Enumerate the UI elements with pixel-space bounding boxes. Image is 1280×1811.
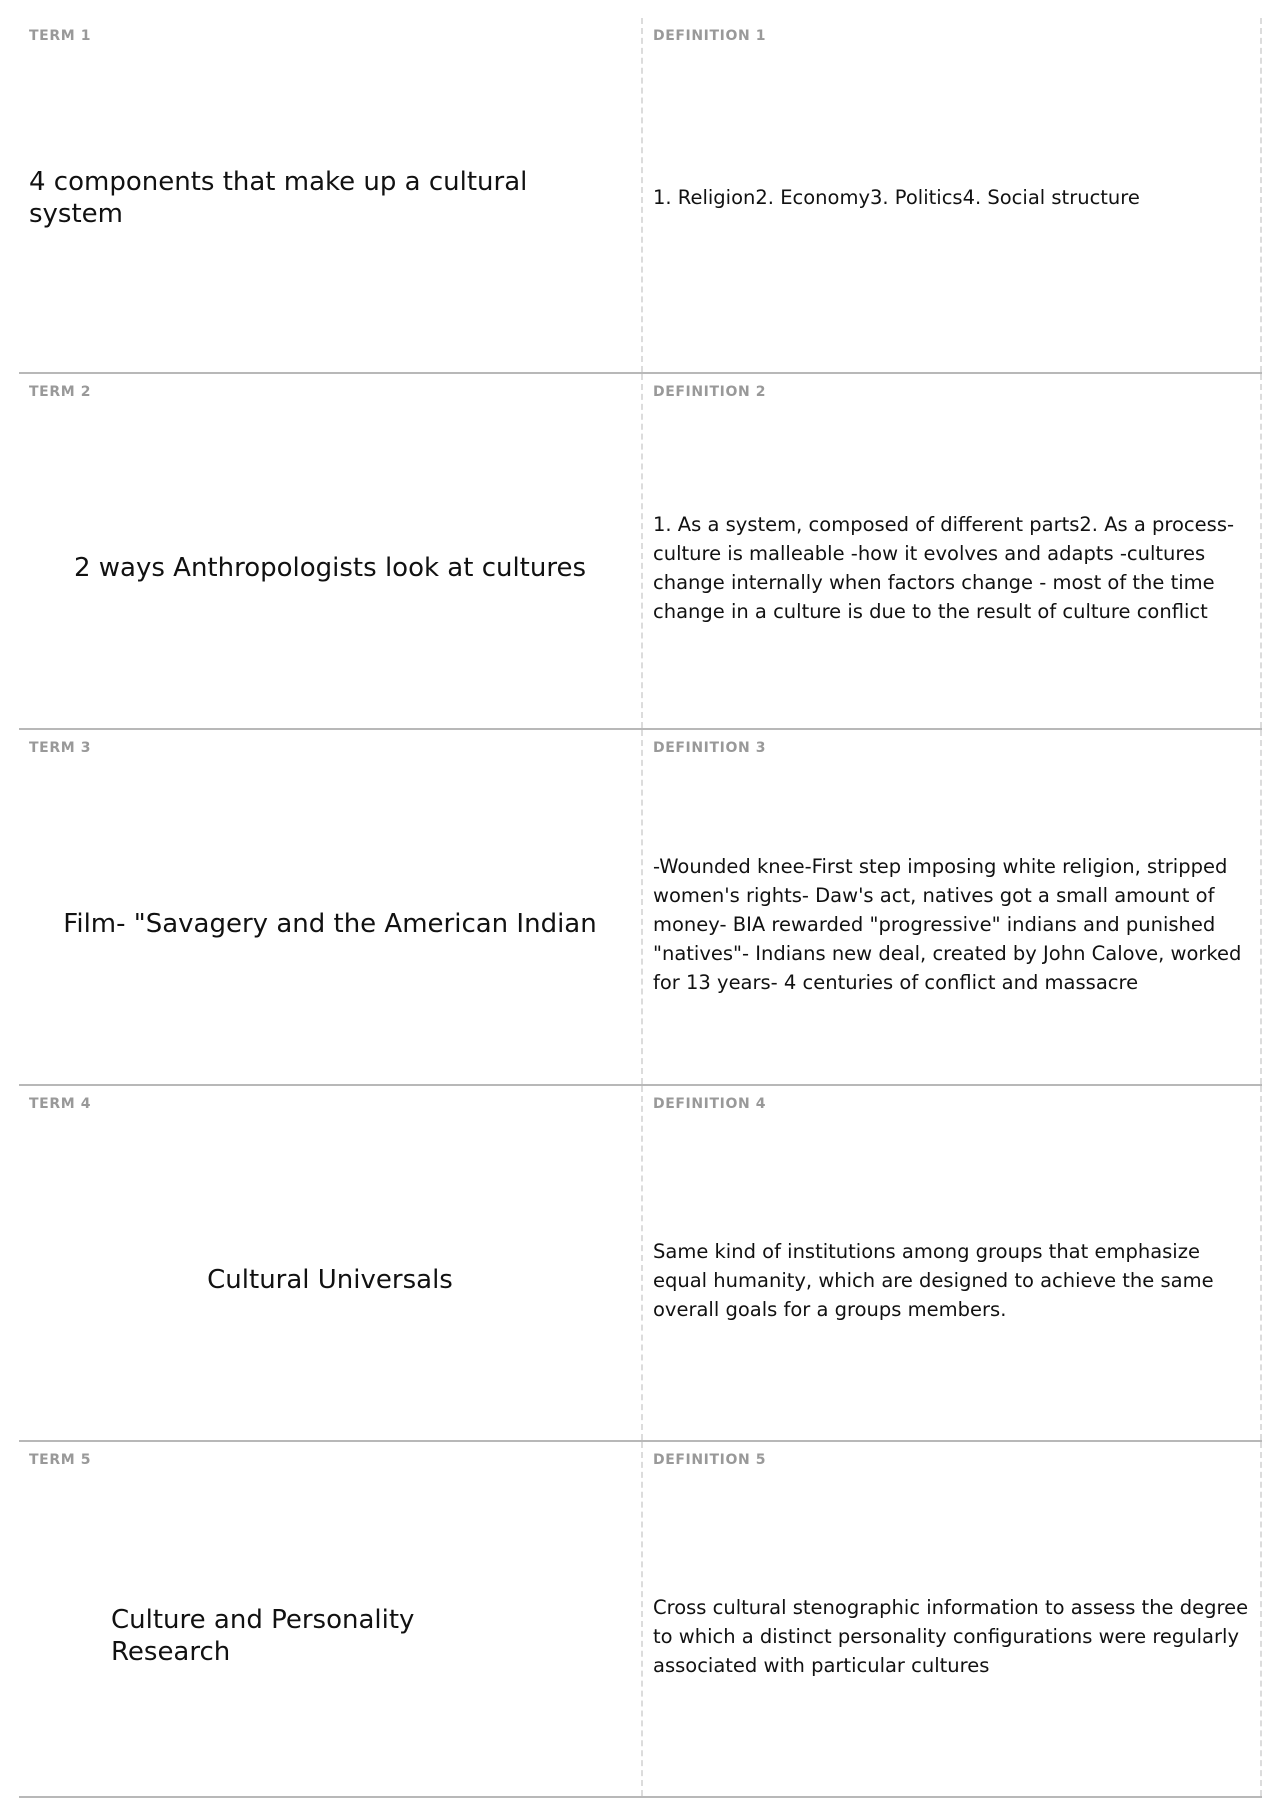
term-cell: [19, 374, 641, 728]
definition-label: DEFINITION 5: [653, 1452, 767, 1468]
definition-text: Same kind of institutions among groups that emphasize equal humanity, which are designed to achieve the same overall goals for a groups members.: [653, 1239, 1214, 1321]
definition-body: [653, 764, 1250, 1084]
term-cell: [19, 18, 641, 372]
card-edge-divider: [1260, 374, 1262, 728]
term-text: 4 components that make up a cultural system: [29, 166, 528, 229]
flashcard-row: [19, 18, 1262, 374]
term-text: Film- "Savagery and the American Indian: [63, 909, 597, 939]
term-cell: [19, 730, 641, 1084]
term-body: [29, 1476, 631, 1796]
definition-label: DEFINITION 1: [653, 28, 767, 44]
flashcard-row: [19, 374, 1262, 730]
definition-cell: [643, 18, 1260, 372]
card-edge-divider: [1260, 18, 1262, 372]
definition-cell: [643, 1086, 1260, 1440]
definition-text: -Wounded knee-First step imposing white religion, stripped women's rights- Daw's act, natives got a small amount of money- BIA rewarded "progressive" indians and punished "natives"- Indians new deal, created by John Calove, worked for 13 years- 4 centuries of conflict and massacre: [653, 854, 1242, 994]
flashcard-row: [19, 1086, 1262, 1442]
flashcard-row: [19, 730, 1262, 1086]
term-label: TERM 5: [29, 1452, 92, 1468]
definition-label: DEFINITION 2: [653, 384, 767, 400]
term-body: [29, 1120, 631, 1440]
definition-body: [653, 1476, 1250, 1796]
card-edge-divider: [1260, 1086, 1262, 1440]
term-text: Cultural Universals: [207, 1265, 453, 1295]
term-text: 2 ways Anthropologists look at cultures: [73, 553, 587, 583]
term-body: [29, 764, 631, 1084]
definition-label: DEFINITION 4: [653, 1096, 767, 1112]
term-cell: [19, 1442, 641, 1796]
definition-text: Cross cultural stenographic information to assess the degree to which a distinct personality configurations were regularly associated with particular cultures: [653, 1595, 1249, 1677]
term-label: TERM 1: [29, 28, 92, 44]
definition-cell: [643, 1442, 1260, 1796]
definition-body: [653, 408, 1250, 728]
term-body: [29, 408, 631, 728]
term-label: TERM 4: [29, 1096, 92, 1112]
definition-cell: [643, 730, 1260, 1084]
definition-label: DEFINITION 3: [653, 740, 767, 756]
definition-body: [653, 1120, 1250, 1440]
term-text: Culture and Personality Research: [111, 1605, 415, 1667]
flashcard-sheet: [19, 18, 1262, 1798]
definition-cell: [643, 374, 1260, 728]
term-body: [29, 18, 631, 372]
term-cell: [19, 1086, 641, 1440]
definition-text: 1. As a system, composed of different parts2. As a process- culture is malleable -how it evolves and adapts -cultures change internally when factors change - most of the time change in a culture is due to the result of culture conflict: [653, 513, 1235, 623]
flashcard-row: [19, 1442, 1262, 1798]
card-edge-divider: [1260, 1442, 1262, 1796]
definition-body: [653, 18, 1250, 372]
term-label: TERM 2: [29, 384, 92, 400]
definition-text: 1. Religion2. Economy3. Politics4. Social structure: [653, 186, 1140, 209]
term-wrapper: [29, 1604, 631, 1668]
term-label: TERM 3: [29, 740, 92, 756]
card-edge-divider: [1260, 730, 1262, 1084]
